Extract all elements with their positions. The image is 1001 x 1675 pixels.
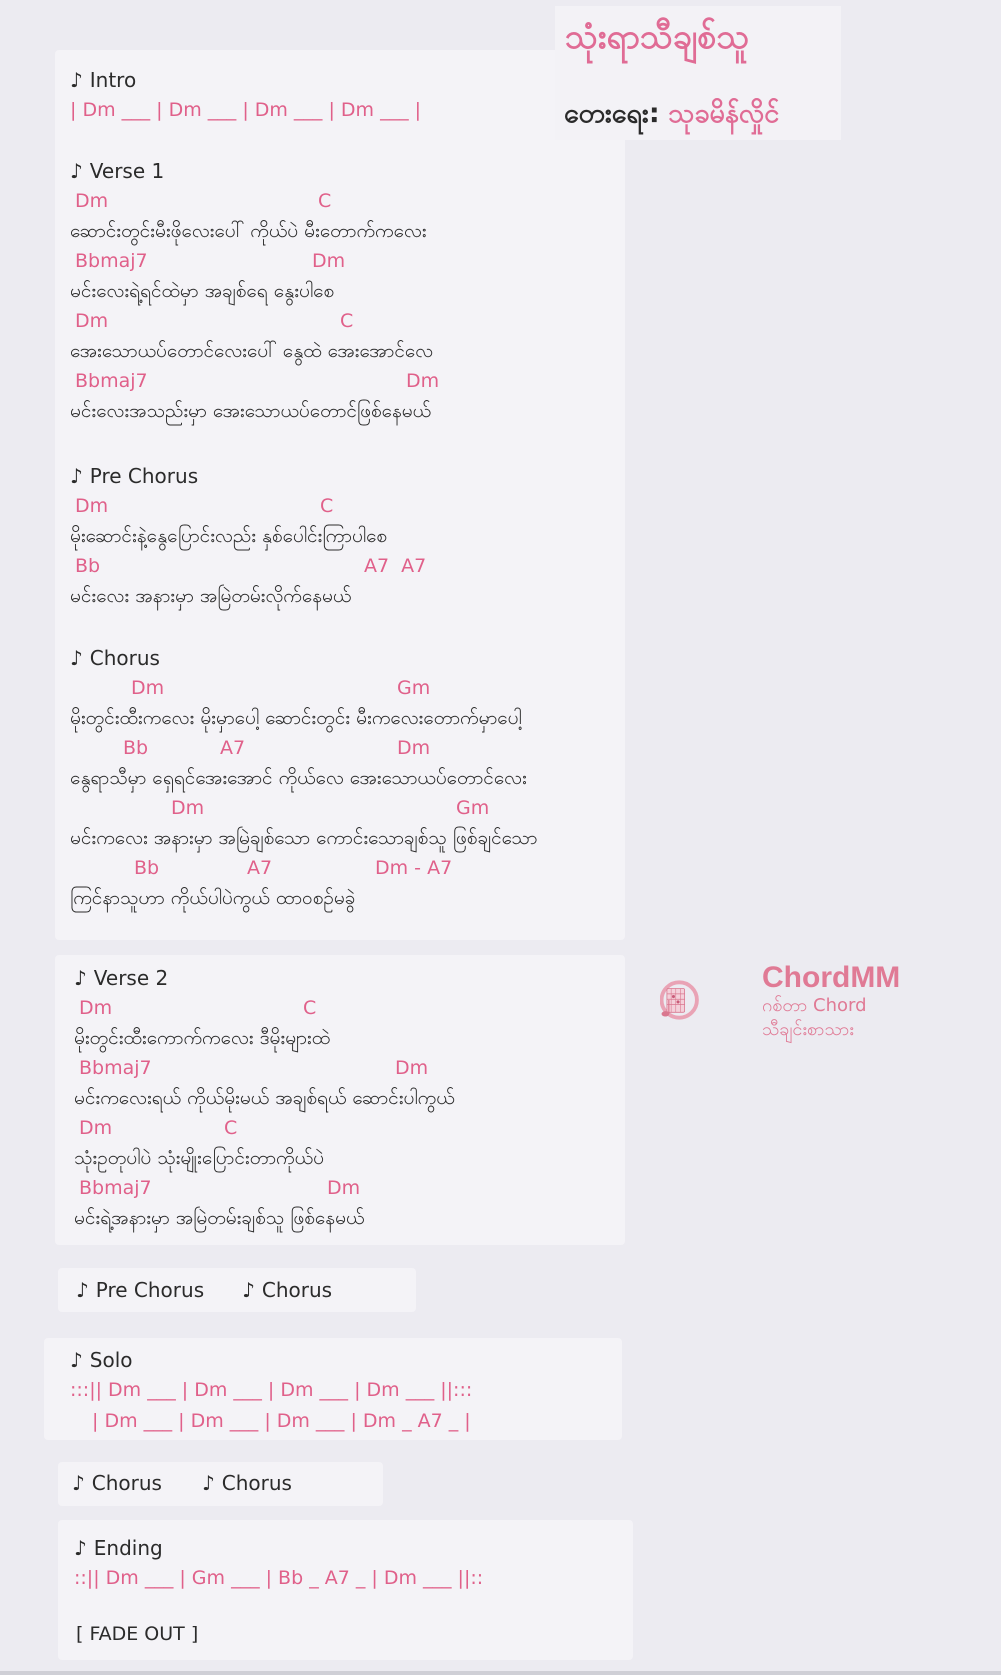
logo-subtitle-1: ဂစ်တာ Chord (762, 995, 867, 1016)
chord: Dm (327, 1177, 361, 1199)
ending-line: ::|| Dm ___ | Gm ___ | Bb _ A7 _ | Dm ___ ||:: (74, 1567, 484, 1589)
verse2-heading: ♪ Verse 2 (74, 966, 169, 990)
chord: Bbmaj7 (75, 370, 148, 392)
chord-line (70, 853, 537, 883)
solo-line-2: | Dm ___ | Dm ___ | Dm ___ | Dm _ A7 _ | (92, 1410, 471, 1432)
byline (564, 96, 779, 136)
chord-line (74, 1113, 455, 1143)
music-note-icon: ♪ (76, 1278, 89, 1302)
chord: Bbmaj7 (79, 1057, 152, 1079)
lyric-line: မင်းလေး အနားမှာ အမြဲတမ်းလိုက်နေမယ် (70, 585, 352, 607)
chord: Dm (312, 250, 346, 272)
chord-line (70, 366, 440, 396)
lyric-line: မိုးတွင်းထီးကောက်ကလေး ဒီမိုးများထဲ (74, 1027, 331, 1049)
chordmm-logo (660, 950, 760, 1050)
lyric-line: မင်းရဲ့အနားမှာ အမြဲတမ်းချစ်သူ ဖြစ်နေမယ် (74, 1207, 365, 1229)
chord: Dm (75, 495, 109, 517)
chord: Bb (123, 737, 149, 759)
chord: C (318, 190, 332, 212)
chord: Dm (79, 997, 113, 1019)
chord-line (74, 1173, 455, 1203)
verse1-section (70, 156, 440, 426)
solo-heading: ♪ Solo (70, 1348, 133, 1372)
repeat1-row (76, 1275, 332, 1305)
verse2-section (74, 963, 455, 1233)
chord: C (303, 997, 317, 1019)
chord: Dm (75, 310, 109, 332)
chord: C (320, 495, 334, 517)
chord: Dm (171, 797, 205, 819)
chord-line (70, 733, 537, 763)
chord: Dm (395, 1057, 429, 1079)
chord: Bbmaj7 (79, 1177, 152, 1199)
chord: Bbmaj7 (75, 250, 148, 272)
repeat-chorus: Chorus (221, 1471, 292, 1495)
fade-out-label: [ FADE OUT ] (76, 1623, 199, 1645)
prechorus-heading: ♪ Pre Chorus (70, 464, 199, 488)
chord-line (70, 551, 427, 581)
music-note-icon: ♪ (242, 1278, 255, 1302)
lyric-line: အေးသောယပ်တောင်လေးပေါ် နွေထဲ အေးအောင်လေ (70, 340, 434, 362)
chord: Dm (75, 190, 109, 212)
lyric-line: သုံးဥတုပါပဲ သုံးမျိုးပြောင်းတာကိုယ်ပဲ (74, 1147, 324, 1169)
chorus-section (70, 643, 537, 913)
chord: Dm (79, 1117, 113, 1139)
music-note-icon: ♪ (72, 1471, 85, 1495)
chord-line (74, 1053, 455, 1083)
chord: Bb (75, 555, 101, 577)
composer-name: သုခမိန်လှိုင် (668, 98, 780, 129)
chord: Dm (406, 370, 440, 392)
logo-name: ChordMM (762, 961, 901, 994)
music-note-icon: ♪ (74, 1536, 87, 1560)
lyric-line: မင်းကလေးရယ် ကိုယ်မိုးမယ် အချစ်ရယ် ဆောင်းပါကွယ် (74, 1087, 455, 1109)
chord: Gm (456, 797, 490, 819)
chord-line (70, 186, 433, 216)
lyric-line: ကြင်နာသူဟာ ကိုယ်ပါပဲကွယ် ထာဝစဉ်မခွဲ (70, 887, 356, 909)
lyric-line: မိုးဆောင်းနဲ့နွေပြောင်းလည်း နှစ်ပေါင်းကြာပါစေ (70, 525, 388, 547)
repeat-chorus: Chorus (91, 1471, 162, 1495)
solo-section (70, 1345, 472, 1437)
chord: C (224, 1117, 238, 1139)
chorus-heading: ♪ Chorus (70, 646, 160, 670)
repeat-prechorus: Pre Chorus (95, 1278, 205, 1302)
solo-line-1: :::|| Dm ___ | Dm ___ | Dm ___ | Dm ___ ||::: (70, 1379, 473, 1401)
lyric-line: မိုးတွင်းထီးကလေး မိုးမှာပေါ့ ဆောင်းတွင်း မီးကလေးတောက်မှာပေါ့ (70, 707, 522, 729)
intro-heading: ♪ Intro (70, 68, 137, 92)
music-note-icon: ♪ (70, 68, 83, 92)
chord-line (70, 306, 433, 336)
repeat2-row (72, 1468, 292, 1498)
chord: A7 (220, 737, 246, 759)
chord-line (70, 491, 387, 521)
chord-line (70, 793, 537, 823)
music-note-icon: ♪ (70, 646, 83, 670)
music-note-icon: ♪ (70, 464, 83, 488)
chord: Gm (397, 677, 431, 699)
music-note-icon: ♪ (70, 1348, 83, 1372)
bottom-border (0, 1671, 1001, 1675)
verse1-heading: ♪ Verse 1 (70, 159, 165, 183)
intro-chords: | Dm ___ | Dm ___ | Dm ___ | Dm ___ | (70, 99, 422, 121)
lyric-line: မင်းကလေး အနားမှာ အမြဲချစ်သော ကောင်းသောချစ်သူ ဖြစ်ချင်သော (70, 827, 538, 849)
chord: A7 (247, 857, 273, 879)
chord: Bb (134, 857, 160, 879)
repeat-chorus: Chorus (261, 1278, 333, 1302)
logo-subtitle-2: သီချင်းစာသား (762, 1019, 854, 1040)
chord: A7 A7 (364, 555, 427, 577)
lyric-line: နွေရာသီမှာ ရှေရင်အေးအောင် ကိုယ်လေ အေးသောယပ်တောင်လေး (70, 767, 527, 789)
chord: C (340, 310, 354, 332)
chord: Dm - A7 (375, 857, 453, 879)
ending-heading: ♪ Ending (74, 1536, 163, 1560)
chord-line (70, 673, 537, 703)
music-note-icon: ♪ (74, 966, 87, 990)
song-title: သုံးရာသီချစ်သူ (565, 17, 750, 57)
lyric-line: မင်းလေးရဲ့ရင်ထဲမှာ အချစ်ရေ နွေးပါစေ (70, 280, 335, 302)
prechorus-section (70, 461, 427, 611)
music-note-icon: ♪ (70, 159, 83, 183)
logo-text (762, 962, 900, 1042)
chord: Dm (131, 677, 165, 699)
lyric-line: မင်းလေးအသည်းမှာ အေးသောယပ်တောင်ဖြစ်နေမယ် (70, 400, 432, 422)
music-note-icon: ♪ (201, 1471, 215, 1495)
ending-section (74, 1533, 483, 1649)
chord-line (74, 993, 455, 1023)
lyric-line: ဆောင်းတွင်းမီးဖိုလေးပေါ် ကိုယ်ပဲ မီးတောက်ကလေး (70, 220, 427, 242)
byline-label: တေးရေး: (564, 98, 660, 129)
chord-line (70, 246, 433, 276)
intro-section (70, 65, 421, 126)
chord: Dm (397, 737, 431, 759)
